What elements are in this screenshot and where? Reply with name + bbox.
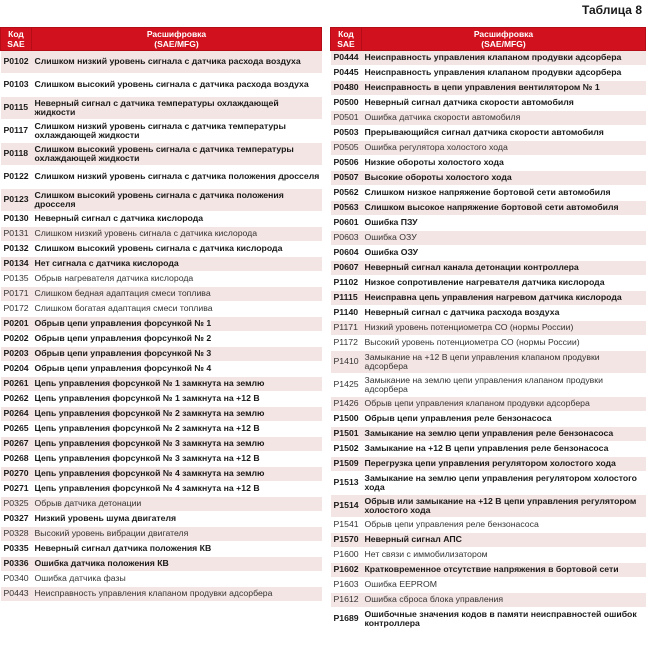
dtc-description-cell: Слишком низкий уровень сигнала с датчика температуры охлаждающей жидкости xyxy=(32,120,322,143)
dtc-code-cell: P0507 xyxy=(331,171,362,186)
dtc-code-cell: P0135 xyxy=(1,272,32,287)
dtc-description-cell: Слишком низкий уровень сигнала с датчика кислорода xyxy=(32,227,322,242)
table-row xyxy=(331,51,646,66)
table-row xyxy=(331,276,646,291)
table-row xyxy=(331,261,646,276)
dtc-description-cell: Ошибка ОЗУ xyxy=(362,246,646,261)
table-header-row xyxy=(331,28,646,51)
dtc-description-cell: Высокие обороты холостого хода xyxy=(362,171,646,186)
dtc-code-cell: P1513 xyxy=(331,472,362,495)
dtc-code-cell: P0445 xyxy=(331,66,362,81)
table-row xyxy=(1,166,322,189)
dtc-code-cell: P0505 xyxy=(331,141,362,156)
dtc-description-cell: Слишком бедная адаптация смеси топлива xyxy=(32,287,322,302)
dtc-description-cell: Ошибка датчика фазы xyxy=(32,572,322,587)
dtc-description-cell: Цепь управления форсункой № 2 замкнута на землю xyxy=(32,407,322,422)
dtc-code-cell: P1612 xyxy=(331,593,362,608)
table-caption: Таблица 8 xyxy=(581,3,642,17)
dtc-code-cell: P0335 xyxy=(1,542,32,557)
dtc-code-cell: P0271 xyxy=(1,482,32,497)
dtc-code-cell: P0340 xyxy=(1,572,32,587)
dtc-description-cell: Цепь управления форсункой № 3 замкнута на +12 В xyxy=(32,452,322,467)
dtc-description-cell: Нет сигнала с датчика кислорода xyxy=(32,257,322,272)
dtc-code-cell: P0604 xyxy=(331,246,362,261)
table-row xyxy=(331,201,646,216)
dtc-description-cell: Замыкание на землю цепи управления регулятором холостого хода xyxy=(362,472,646,495)
table-row xyxy=(1,51,322,74)
dtc-code-cell: P1171 xyxy=(331,321,362,336)
dtc-code-cell: P0171 xyxy=(1,287,32,302)
dtc-description-cell: Слишком низкое напряжение бортовой сети автомобиля xyxy=(362,186,646,201)
table-row xyxy=(331,412,646,427)
table-row xyxy=(331,593,646,608)
dtc-code-cell: P0204 xyxy=(1,362,32,377)
dtc-description-cell: Слишком высокий уровень сигнала с датчика кислорода xyxy=(32,242,322,257)
dtc-description-cell: Ошибка сброса блока управления xyxy=(362,593,646,608)
dtc-code-cell: P1502 xyxy=(331,442,362,457)
dtc-description-cell: Кратковременное отсутствие напряжения в бортовой сети xyxy=(362,563,646,578)
dtc-code-cell: P0172 xyxy=(1,302,32,317)
dtc-description-cell: Цепь управления форсункой № 4 замкнута на землю xyxy=(32,467,322,482)
dtc-description-cell: Слишком высокий уровень сигнала с датчика температуры охлаждающей жидкости xyxy=(32,143,322,166)
table-body-left xyxy=(1,51,322,602)
dtc-description-cell: Низкие обороты холостого хода xyxy=(362,156,646,171)
table-row xyxy=(1,497,322,512)
dtc-description-cell: Высокий уровень вибрации двигателя xyxy=(32,527,322,542)
code-header-line2: SAE xyxy=(337,39,355,49)
dtc-code-cell: P0328 xyxy=(1,527,32,542)
table-row xyxy=(1,557,322,572)
table-row xyxy=(331,81,646,96)
table-row xyxy=(331,442,646,457)
dtc-code-cell: P0115 xyxy=(1,97,32,120)
code-header-line1: Код xyxy=(8,29,24,39)
table-row xyxy=(1,74,322,97)
dtc-code-cell: P0261 xyxy=(1,377,32,392)
dtc-description-cell: Обрыв цепи управления форсункой № 2 xyxy=(32,332,322,347)
dtc-description-cell: Неверный сигнал датчика скорости автомобиля xyxy=(362,96,646,111)
dtc-code-cell: P1509 xyxy=(331,457,362,472)
dtc-description-cell: Неисправность управления клапаном продувки адсорбера xyxy=(362,51,646,66)
dtc-description-cell: Обрыв или замыкание на +12 В цепи управления регулятором холостого хода xyxy=(362,495,646,518)
dtc-code-cell: P0117 xyxy=(1,120,32,143)
dtc-code-cell: P0327 xyxy=(1,512,32,527)
dtc-code-cell: P1514 xyxy=(331,495,362,518)
table-row xyxy=(1,572,322,587)
dtc-description-cell: Неверный сигнал с датчика кислорода xyxy=(32,212,322,227)
dtc-code-cell: P1689 xyxy=(331,608,362,631)
dtc-description-cell: Неисправность управления клапаном продувки адсорбера xyxy=(362,66,646,81)
dtc-code-cell: P0270 xyxy=(1,467,32,482)
dtc-code-cell: P0506 xyxy=(331,156,362,171)
dtc-code-cell: P0267 xyxy=(1,437,32,452)
dtc-code-cell: P0118 xyxy=(1,143,32,166)
dtc-description-cell: Обрыв цепи управления форсункой № 1 xyxy=(32,317,322,332)
description-header-line1: Расшифровка xyxy=(146,29,207,39)
description-header-line1: Расшифровка xyxy=(473,29,534,39)
table-row xyxy=(1,512,322,527)
code-header-line1: Код xyxy=(338,29,354,39)
dtc-code-cell: P0503 xyxy=(331,126,362,141)
table-row xyxy=(1,407,322,422)
table-row xyxy=(1,437,322,452)
dtc-code-cell: P1570 xyxy=(331,533,362,548)
dtc-code-cell: P0268 xyxy=(1,452,32,467)
dtc-code-cell: P0203 xyxy=(1,347,32,362)
dtc-description-cell: Обрыв цепи управления форсункой № 4 xyxy=(32,362,322,377)
dtc-code-cell: P0262 xyxy=(1,392,32,407)
dtc-code-cell: P1602 xyxy=(331,563,362,578)
table-row xyxy=(331,141,646,156)
dtc-description-cell: Неверный сигнал АПС xyxy=(362,533,646,548)
dtc-description-cell: Ошибка EEPROM xyxy=(362,578,646,593)
dtc-code-cell: P0325 xyxy=(1,497,32,512)
dtc-code-cell: P0132 xyxy=(1,242,32,257)
dtc-description-cell: Неисправность в цепи управления вентилятором № 1 xyxy=(362,81,646,96)
table-row xyxy=(1,257,322,272)
table-row xyxy=(1,422,322,437)
table-header-row xyxy=(1,28,322,51)
table-body-right xyxy=(331,51,646,631)
dtc-code-cell: P0201 xyxy=(1,317,32,332)
dtc-code-cell: P1425 xyxy=(331,374,362,397)
dtc-code-cell: P1426 xyxy=(331,397,362,412)
table-row xyxy=(331,126,646,141)
dtc-code-cell: P0103 xyxy=(1,74,32,97)
dtc-code-cell: P1115 xyxy=(331,291,362,306)
dtc-description-cell: Обрыв цепи управления реле бензонасоса xyxy=(362,518,646,533)
table-row xyxy=(1,452,322,467)
dtc-description-cell: Обрыв цепи управления форсункой № 3 xyxy=(32,347,322,362)
table-row xyxy=(331,457,646,472)
description-header-line2: (SAE/MFG) xyxy=(154,39,199,49)
dtc-code-cell: P1102 xyxy=(331,276,362,291)
table-row xyxy=(1,587,322,602)
dtc-description-cell: Цепь управления форсункой № 3 замкнута на землю xyxy=(32,437,322,452)
table-row xyxy=(1,143,322,166)
dtc-description-cell: Цепь управления форсункой № 1 замкнута на +12 В xyxy=(32,392,322,407)
dtc-table-right xyxy=(330,27,646,631)
table-row xyxy=(1,227,322,242)
dtc-code-cell: P0443 xyxy=(1,587,32,602)
dtc-description-cell: Низкий уровень шума двигателя xyxy=(32,512,322,527)
table-row xyxy=(331,111,646,126)
dtc-code-cell: P1500 xyxy=(331,412,362,427)
dtc-description-cell: Слишком высокое напряжение бортовой сети автомобиля xyxy=(362,201,646,216)
dtc-description-cell: Ошибка ОЗУ xyxy=(362,231,646,246)
dtc-code-cell: P0102 xyxy=(1,51,32,74)
table-row xyxy=(331,216,646,231)
table-row xyxy=(1,482,322,497)
dtc-description-cell: Обрыв цепи управления клапаном продувки адсорбера xyxy=(362,397,646,412)
dtc-description-cell: Ошибочные значения кодов в памяти неисправностей ошибок контроллера xyxy=(362,608,646,631)
dtc-description-cell: Низкий уровень потенциометра СО (нормы России) xyxy=(362,321,646,336)
dtc-description-cell: Прерывающийся сигнал датчика скорости автомобиля xyxy=(362,126,646,141)
dtc-code-cell: P0603 xyxy=(331,231,362,246)
table-row xyxy=(1,212,322,227)
table-row xyxy=(1,97,322,120)
table-row xyxy=(331,563,646,578)
table-row xyxy=(331,472,646,495)
table-row xyxy=(331,321,646,336)
table-row xyxy=(1,317,322,332)
dtc-code-cell: P0122 xyxy=(1,166,32,189)
table-row xyxy=(1,347,322,362)
dtc-description-cell: Неверный сигнал с датчика расхода воздуха xyxy=(362,306,646,321)
table-row xyxy=(331,96,646,111)
table-row xyxy=(331,578,646,593)
dtc-code-cell: P0480 xyxy=(331,81,362,96)
dtc-description-cell: Цепь управления форсункой № 1 замкнута на землю xyxy=(32,377,322,392)
table-row xyxy=(331,186,646,201)
dtc-code-cell: P1410 xyxy=(331,351,362,374)
table-row xyxy=(331,397,646,412)
table-row xyxy=(331,171,646,186)
dtc-description-cell: Слишком низкий уровень сигнала с датчика расхода воздуха xyxy=(32,51,322,74)
dtc-description-cell: Замыкание на +12 В цепи управления реле бензонасоса xyxy=(362,442,646,457)
table-row xyxy=(331,533,646,548)
dtc-description-cell: Замыкание на землю цепи управления клапаном продувки адсорбера xyxy=(362,374,646,397)
dtc-code-cell: P0563 xyxy=(331,201,362,216)
dtc-description-cell: Нет связи с иммобилизатором xyxy=(362,548,646,563)
table-row xyxy=(1,392,322,407)
table-row xyxy=(331,351,646,374)
dtc-description-cell: Ошибка регулятора холостого хода xyxy=(362,141,646,156)
dtc-code-cell: P1501 xyxy=(331,427,362,442)
dtc-description-cell: Высокий уровень потенциометра СО (нормы России) xyxy=(362,336,646,351)
table-row xyxy=(331,306,646,321)
dtc-code-cell: P0265 xyxy=(1,422,32,437)
dtc-code-cell: P0202 xyxy=(1,332,32,347)
dtc-description-cell: Неисправна цепь управления нагревом датчика кислорода xyxy=(362,291,646,306)
table-row xyxy=(331,608,646,631)
code-column-header xyxy=(1,28,32,51)
dtc-code-cell: P0336 xyxy=(1,557,32,572)
dtc-code-cell: P0134 xyxy=(1,257,32,272)
table-row xyxy=(331,518,646,533)
dtc-description-cell: Перегрузка цепи управления регулятором холостого хода xyxy=(362,457,646,472)
table-row xyxy=(1,287,322,302)
dtc-description-cell: Обрыв цепи управления реле бензонасоса xyxy=(362,412,646,427)
table-row xyxy=(331,374,646,397)
dtc-description-cell: Ошибка датчика положения КВ xyxy=(32,557,322,572)
dtc-description-cell: Неверный сигнал датчика положения КВ xyxy=(32,542,322,557)
dtc-description-cell: Неверный сигнал с датчика температуры охлаждающей жидкости xyxy=(32,97,322,120)
dtc-description-cell: Ошибка датчика скорости автомобиля xyxy=(362,111,646,126)
table-row xyxy=(1,242,322,257)
table-row xyxy=(331,66,646,81)
dtc-code-cell: P1140 xyxy=(331,306,362,321)
table-row xyxy=(331,246,646,261)
dtc-description-cell: Слишком высокий уровень сигнала с датчика положения дросселя xyxy=(32,189,322,212)
dtc-description-cell: Замыкание на землю цепи управления реле бензонасоса xyxy=(362,427,646,442)
dtc-description-cell: Низкое сопротивление нагревателя датчика кислорода xyxy=(362,276,646,291)
description-column-header xyxy=(362,28,646,51)
table-row xyxy=(1,120,322,143)
code-header-line2: SAE xyxy=(7,39,25,49)
dtc-description-cell: Обрыв датчика детонации xyxy=(32,497,322,512)
dtc-description-cell: Обрыв нагревателя датчика кислорода xyxy=(32,272,322,287)
dtc-code-cell: P0562 xyxy=(331,186,362,201)
dtc-code-cell: P0264 xyxy=(1,407,32,422)
dtc-description-cell: Слишком низкий уровень сигнала с датчика положения дросселя xyxy=(32,166,322,189)
dtc-code-cell: P0500 xyxy=(331,96,362,111)
table-row xyxy=(1,272,322,287)
table-row xyxy=(1,377,322,392)
dtc-description-cell: Замыкание на +12 В цепи управления клапаном продувки адсорбера xyxy=(362,351,646,374)
description-column-header xyxy=(32,28,322,51)
dtc-code-cell: P1600 xyxy=(331,548,362,563)
table-row xyxy=(1,527,322,542)
table-row xyxy=(1,302,322,317)
dtc-code-cell: P1603 xyxy=(331,578,362,593)
table-row xyxy=(1,189,322,212)
table-row xyxy=(331,495,646,518)
dtc-code-cell: P1172 xyxy=(331,336,362,351)
table-row xyxy=(331,427,646,442)
dtc-description-cell: Неисправность управления клапаном продувки адсорбера xyxy=(32,587,322,602)
dtc-code-cell: P0131 xyxy=(1,227,32,242)
description-header-line2: (SAE/MFG) xyxy=(481,39,526,49)
table-row xyxy=(331,291,646,306)
dtc-code-cell: P1541 xyxy=(331,518,362,533)
table-row xyxy=(1,542,322,557)
dtc-code-cell: P0123 xyxy=(1,189,32,212)
code-column-header xyxy=(331,28,362,51)
dtc-description-cell: Слишком высокий уровень сигнала с датчика расхода воздуха xyxy=(32,74,322,97)
dtc-description-cell: Цепь управления форсункой № 2 замкнута на +12 В xyxy=(32,422,322,437)
dtc-table-left xyxy=(0,27,322,602)
table-row xyxy=(331,548,646,563)
dtc-description-cell: Слишком богатая адаптация смеси топлива xyxy=(32,302,322,317)
dtc-code-cell: P0607 xyxy=(331,261,362,276)
dtc-description-cell: Неверный сигнал канала детонации контроллера xyxy=(362,261,646,276)
dtc-code-cell: P0130 xyxy=(1,212,32,227)
dtc-description-cell: Цепь управления форсункой № 4 замкнута на +12 В xyxy=(32,482,322,497)
dtc-code-cell: P0444 xyxy=(331,51,362,66)
table-row xyxy=(331,231,646,246)
dtc-code-cell: P0601 xyxy=(331,216,362,231)
table-row xyxy=(331,156,646,171)
table-row xyxy=(1,467,322,482)
table-row xyxy=(1,332,322,347)
dtc-description-cell: Ошибка ПЗУ xyxy=(362,216,646,231)
table-row xyxy=(1,362,322,377)
table-row xyxy=(331,336,646,351)
dtc-code-cell: P0501 xyxy=(331,111,362,126)
